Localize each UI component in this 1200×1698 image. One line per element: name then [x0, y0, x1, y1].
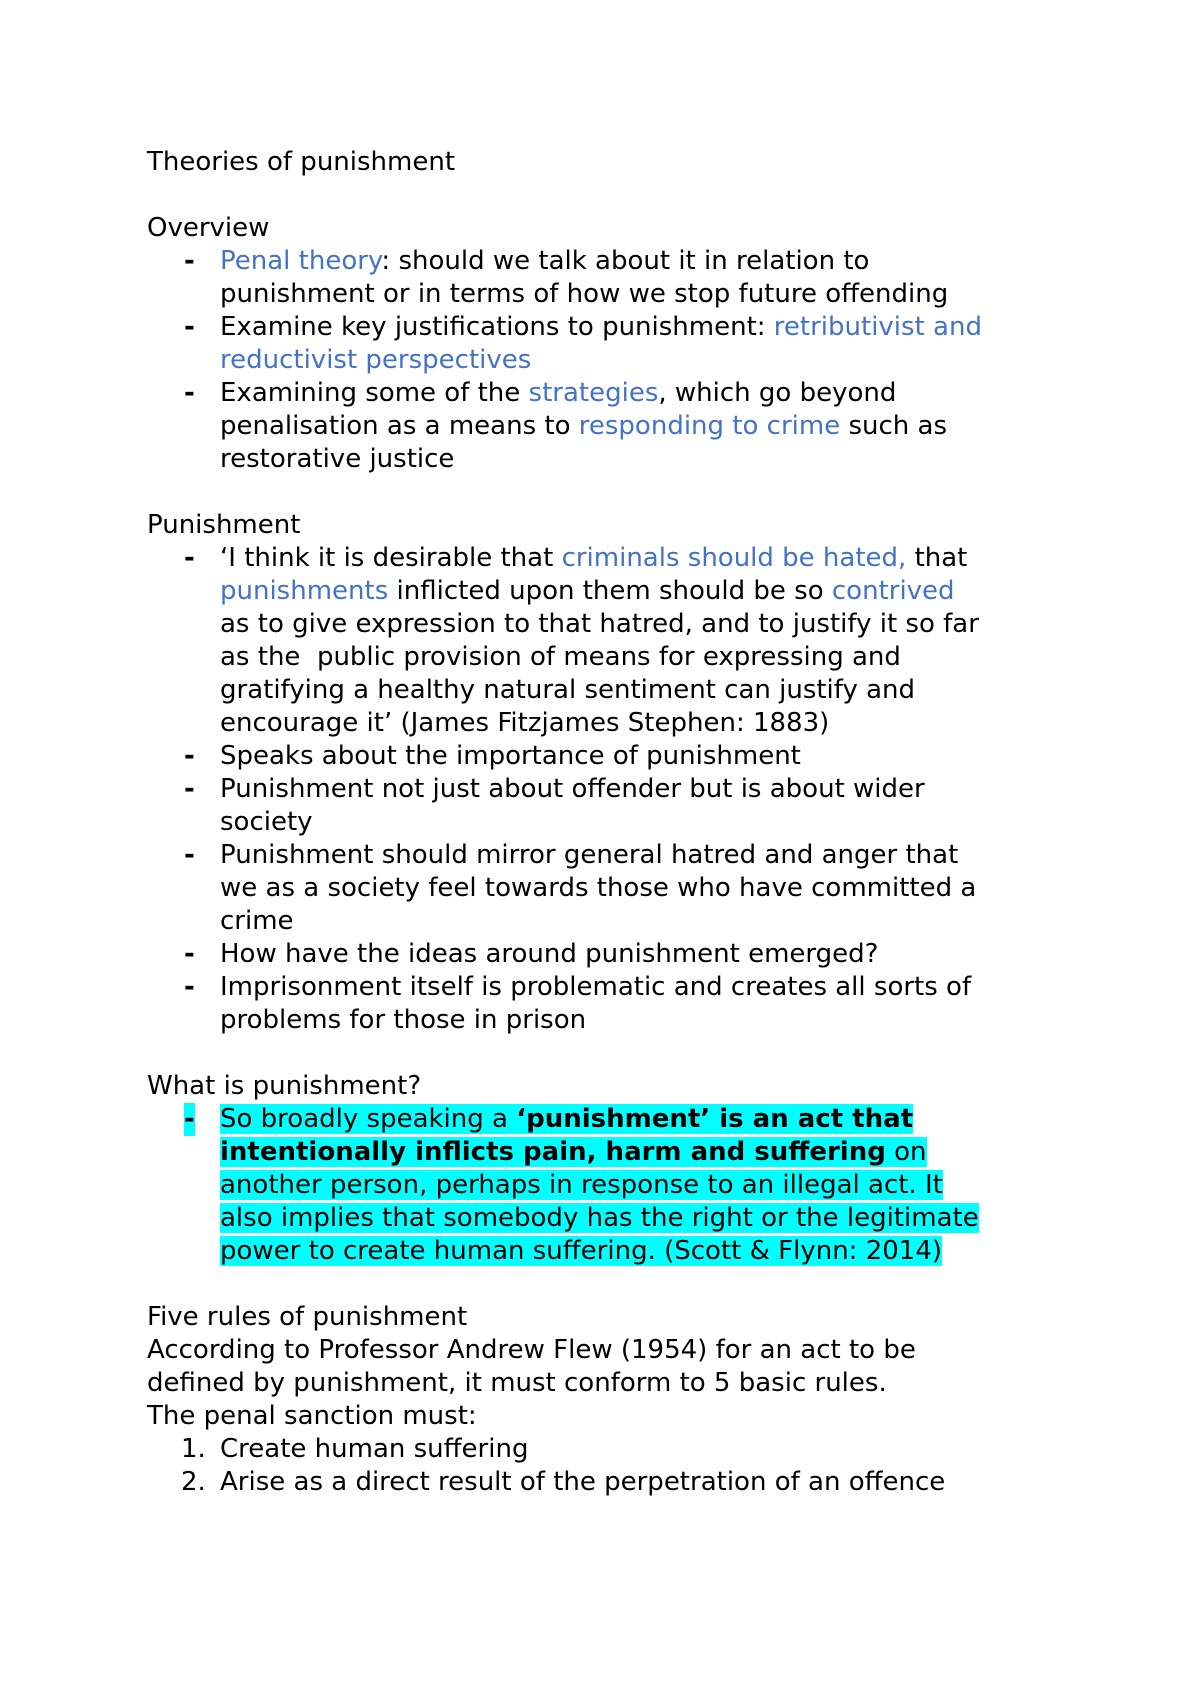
- term-responding-to-crime: responding to crime: [578, 411, 841, 441]
- dash-bullet-icon: -: [184, 246, 195, 276]
- rule-item: 2. Arise as a direct result of the perpetration of an offence: [181, 1467, 946, 1497]
- term-strategies: strategies: [528, 378, 659, 408]
- punishment-item: - Punishment not just about offender but is about wider society: [184, 774, 925, 837]
- overview-list: [147, 245, 1077, 476]
- five-rules-paragraph: According to Professor Andrew Flew (1954) for an act to be: [147, 1335, 916, 1365]
- document-page: [147, 146, 1077, 1499]
- five-rules-paragraph: The penal sanction must:: [147, 1401, 477, 1431]
- overview-heading: Overview: [147, 213, 270, 243]
- dash-bullet-icon: -: [184, 543, 195, 573]
- definition-bold: intentionally inflicts pain, harm and suffering: [220, 1137, 886, 1167]
- dash-bullet-icon: -: [184, 840, 195, 870]
- spacer: [147, 476, 1077, 509]
- punishment-item: - Punishment should mirror general hatred and anger that we as a society feel towards those who have committed a crime: [184, 840, 977, 936]
- rule-item: 1. Create human suffering: [181, 1434, 529, 1464]
- overview-item-strategies: - Examining some of the strategies, which go beyond penalisation as a means to responding to crime such as restorative justice: [184, 378, 947, 474]
- punishment-item: - How have the ideas around punishment emerged?: [184, 939, 879, 969]
- document-title: Theories of punishment: [147, 147, 456, 177]
- punishment-quote-item: - ‘I think it is desirable that criminals should be hated, that punishments inflicted upon them should be so contrived as to give expression to that hatred, and to justify it so far as the public provision of means for expressing and gratifying a healthy natural sentiment can justify and encourage it’ (James Fitzjames Stephen: 1883): [184, 543, 979, 738]
- punishment-item: - Speaks about the importance of punishment: [184, 741, 801, 771]
- term-penal-theory: Penal theory: [220, 246, 382, 276]
- term-contrived: contrived: [831, 576, 955, 606]
- definition-item: - So broadly speaking a ‘punishment’ is an act that intentionally inflicts pain, harm and suffering on another person, perhaps in response to an illegal act. It also implies that somebody has the right or the legitimate power to create human suffering. (Scott & Flynn: 2014): [184, 1104, 979, 1266]
- dash-bullet-icon: -: [184, 972, 195, 1002]
- dash-bullet-icon: -: [184, 774, 195, 804]
- punishment-heading: Punishment: [147, 510, 301, 540]
- five-rules-heading: Five rules of punishment: [147, 1302, 468, 1332]
- rule-number: 2.: [181, 1467, 206, 1497]
- dash-bullet-icon: -: [184, 378, 195, 408]
- what-is-punishment-heading: What is punishment?: [147, 1071, 422, 1101]
- dash-bullet-icon: -: [184, 741, 195, 771]
- rule-number: 1.: [181, 1434, 206, 1464]
- dash-bullet-icon: -: [184, 939, 195, 969]
- five-rules-paragraph: defined by punishment, it must conform to 5 basic rules.: [147, 1368, 887, 1398]
- definition-bold: ‘punishment’ is an act that: [516, 1104, 914, 1134]
- dash-bullet-icon: -: [184, 1104, 195, 1134]
- term-punishments: punishments: [220, 576, 389, 606]
- term-criminals-hated: criminals should be hated,: [561, 543, 907, 573]
- spacer: [147, 179, 1077, 212]
- overview-item-penal-theory: - Penal theory: should we talk about it in relation to punishment or in terms of how we stop future offending: [184, 246, 949, 309]
- punishment-list: [147, 542, 1077, 1037]
- term-retributivist: retributivist and: [773, 312, 982, 342]
- what-is-list: [147, 1103, 1077, 1268]
- punishment-item: - Imprisonment itself is problematic and creates all sorts of problems for those in prison: [184, 972, 972, 1035]
- dash-bullet-icon: -: [184, 312, 195, 342]
- term-reductivist: reductivist perspectives: [220, 345, 532, 375]
- overview-item-justifications: - Examine key justifications to punishment: retributivist and reductivist perspectives: [184, 312, 982, 375]
- spacer: [147, 1037, 1077, 1070]
- rules-list: [147, 1433, 1077, 1499]
- spacer: [147, 1268, 1077, 1301]
